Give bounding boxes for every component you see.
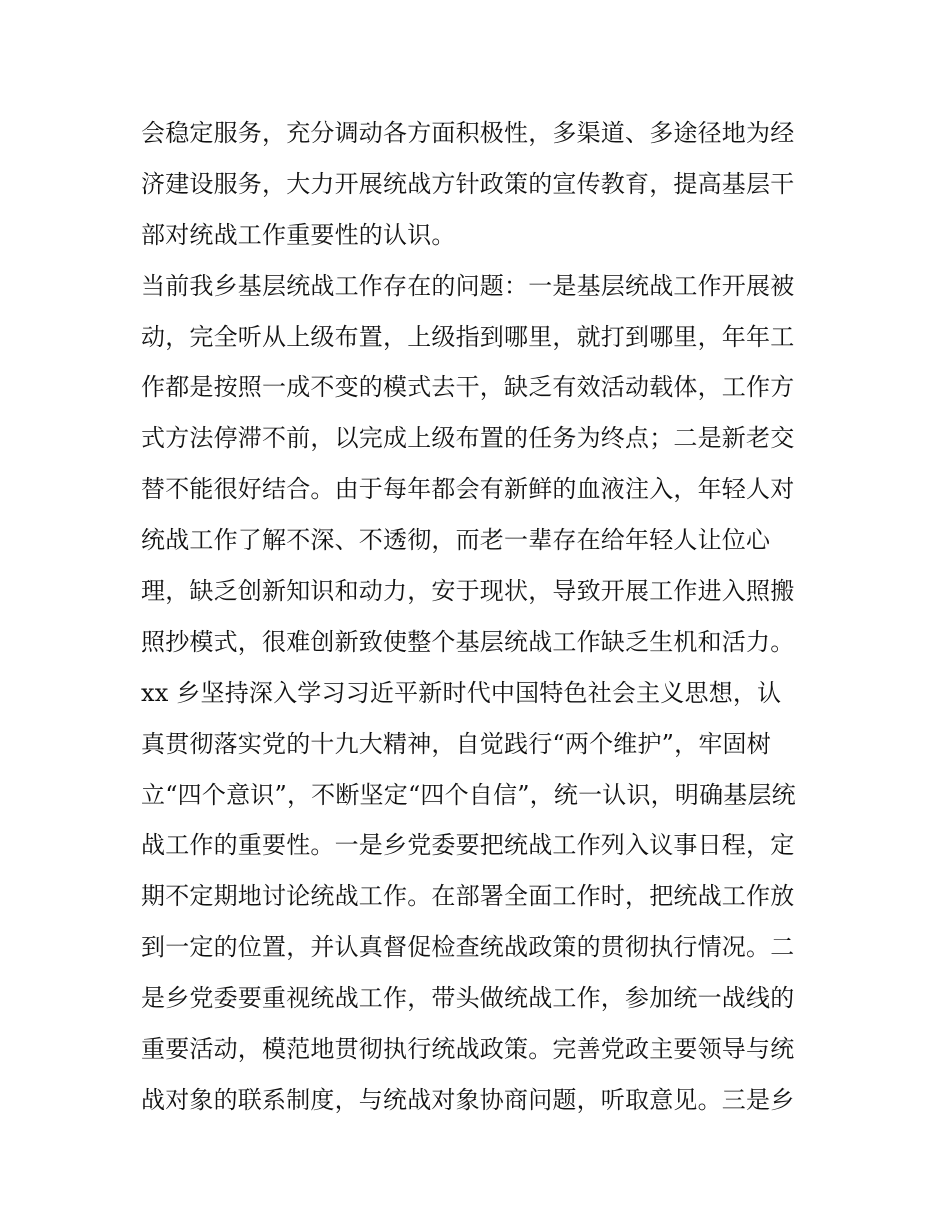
text-line-5: 动，完全听从上级布置，上级指到哪里，就打到哪里，年年工 (141, 322, 795, 351)
text-line-6: 作都是按照一成不变的模式去干，缺乏有效活动载体，工作方 (141, 373, 795, 402)
text-line-13: 真贯彻落实党的十九大精神，自觉践行“两个维护”，牢固树 (141, 729, 771, 758)
text-line-19: 重要活动，模范地贯彻执行统战政策。完善党政主要领导与统 (141, 1035, 795, 1064)
text-line-16: 期不定期地讨论统战工作。在部署全面工作时，把统战工作放 (141, 882, 795, 911)
text-line-9: 统战工作了解不深、不透彻，而老一辈存在给年轻人让位心 (141, 526, 771, 555)
text-line-14: 立“四个意识”，不断坚定“四个自信”，统一认识，明确基层统 (141, 780, 796, 809)
text-line-20: 战对象的联系制度，与统战对象协商问题，听取意见。三是乡 (141, 1085, 795, 1114)
text-line-10: 理，缺乏创新知识和动力，安于现状，导致开展工作进入照搬 (141, 577, 795, 606)
text-line-4: 当前我乡基层统战工作存在的问题：一是基层统战工作开展被 (141, 271, 795, 300)
text-line-12: xx 乡坚持深入学习习近平新时代中国特色社会主义思想，认 (141, 678, 782, 707)
text-line-18: 是乡党委要重视统战工作，带头做统战工作，参加统一战线的 (141, 984, 795, 1013)
text-line-7: 式方法停滞不前，以完成上级布置的任务为终点；二是新老交 (141, 424, 795, 453)
text-line-8: 替不能很好结合。由于每年都会有新鲜的血液注入，年轻人对 (141, 475, 795, 504)
text-line-1: 会稳定服务，充分调动各方面积极性，多渠道、多途径地为经 (141, 119, 795, 147)
text-line-11: 照抄模式，很难创新致使整个基层统战工作缺乏生机和活力。 (141, 627, 795, 656)
text-line-15: 战工作的重要性。一是乡党委要把统战工作列入议事日程，定 (141, 831, 795, 860)
text-line-17: 到一定的位置，并认真督促检查统战政策的贯彻执行情况。二 (141, 933, 795, 962)
body-text (141, 108, 821, 1126)
text-line-3: 部对统战工作重要性的认识。 (141, 220, 456, 249)
text-line-2: 济建设服务，大力开展统战方针政策的宣传教育，提高基层干 (141, 169, 795, 198)
